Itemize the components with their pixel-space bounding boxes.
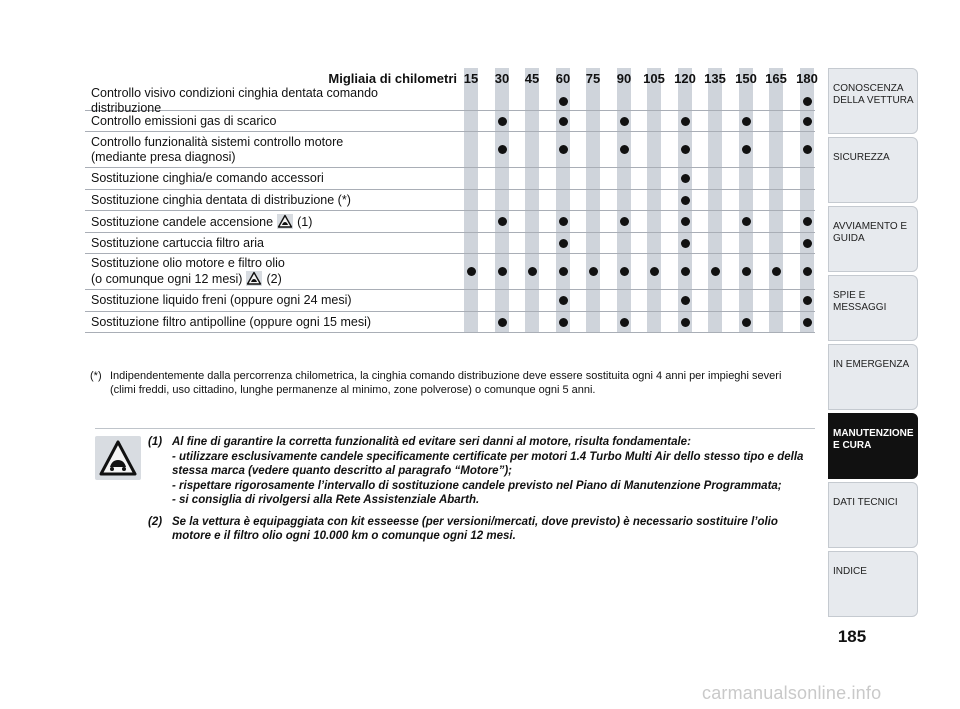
- scheduled-dot: [670, 111, 700, 131]
- header-km-45: 45: [524, 71, 540, 86]
- tab-in-emergenza[interactable]: [828, 344, 918, 410]
- dot-marker: [498, 318, 507, 327]
- dot-marker: [803, 296, 812, 305]
- scheduled-dot: [548, 290, 578, 311]
- header-km-90: 90: [616, 71, 632, 86]
- dot-marker: [559, 97, 568, 106]
- row-cells: [85, 233, 815, 253]
- tab-sicurezza[interactable]: [828, 137, 918, 203]
- table-row: [85, 86, 815, 115]
- tab-spie-e-messaggi[interactable]: [828, 275, 918, 341]
- header-km-105: 105: [643, 71, 665, 86]
- row-label-line: Sostituzione liquido freni (oppure ogni 24 mesi): [91, 293, 352, 307]
- scheduled-dot: [548, 312, 578, 332]
- dot-marker: [803, 267, 812, 276]
- dot-marker: [559, 318, 568, 327]
- dot-marker: [589, 267, 598, 276]
- dot-marker: [772, 267, 781, 276]
- dot-marker: [681, 117, 690, 126]
- header-km-60: 60: [555, 71, 571, 86]
- row-label-line: (o comunque ogni 12 mesi): [91, 272, 243, 286]
- scheduled-dot: [792, 92, 822, 110]
- scheduled-dot: [548, 92, 578, 110]
- row-label-line: Sostituzione filtro antipolline (oppure ogni 15 mesi): [91, 314, 372, 329]
- header-label: Migliaia di chilometri: [328, 71, 457, 86]
- scheduled-dot: [731, 132, 761, 167]
- dot-marker: [681, 296, 690, 305]
- dot-marker: [620, 318, 629, 327]
- dot-marker: [467, 267, 476, 276]
- row-note-ref: (1): [297, 214, 313, 229]
- scheduled-dot: [639, 254, 669, 289]
- dot-marker: [559, 145, 568, 154]
- row-label-line: (mediante presa diagnosi): [91, 149, 236, 164]
- scheduled-dot: [487, 312, 517, 332]
- row-label-line: Controllo funzionalità sistemi controllo motore: [91, 134, 344, 149]
- footnote: [90, 369, 810, 397]
- scheduled-dot: [487, 111, 517, 131]
- scheduled-dot: [609, 254, 639, 289]
- scheduled-dot: [609, 132, 639, 167]
- scheduled-dot: [609, 111, 639, 131]
- scheduled-dot: [456, 254, 486, 289]
- scheduled-dot: [670, 211, 700, 232]
- tab-label: SICUREZZA: [833, 152, 890, 163]
- header-km-150: 150: [735, 71, 757, 86]
- dot-marker: [498, 145, 507, 154]
- header-km-165: 165: [765, 71, 787, 86]
- dot-marker: [620, 267, 629, 276]
- row-label-line: Sostituzione cinghia/e comando accessori: [91, 171, 324, 185]
- scheduled-dot: [792, 233, 822, 253]
- row-cells: [85, 92, 815, 110]
- row-label-line: Sostituzione olio motore e filtro olio: [91, 256, 285, 270]
- dot-marker: [681, 196, 690, 205]
- dot-marker: [620, 117, 629, 126]
- dot-marker: [681, 217, 690, 226]
- scheduled-dot: [517, 254, 547, 289]
- scheduled-dot: [487, 132, 517, 167]
- dot-marker: [620, 145, 629, 154]
- tab-label: MANUTENZIONE E CURA: [833, 428, 914, 451]
- scheduled-dot: [548, 233, 578, 253]
- header-km-120: 120: [674, 71, 696, 86]
- note-line: - utilizzare esclusivamente candele specificamente certificate per motori 1.4 Turbo Multi Air dello stesso tipo e della stessa marca (vedere quanto descritto al paragrafo “Motore”);: [172, 450, 804, 477]
- scheduled-dot: [700, 254, 730, 289]
- dot-marker: [803, 318, 812, 327]
- row-label-line: Sostituzione cartuccia filtro aria: [91, 235, 264, 250]
- section-divider: [95, 428, 815, 429]
- scheduled-dot: [670, 168, 700, 189]
- header-km-135: 135: [704, 71, 726, 86]
- scheduled-dot: [548, 111, 578, 131]
- dot-marker: [681, 267, 690, 276]
- tab-label: DATI TECNICI: [833, 497, 898, 508]
- dot-marker: [803, 239, 812, 248]
- table-row: [85, 111, 815, 132]
- scheduled-dot: [792, 111, 822, 131]
- scheduled-dot: [487, 211, 517, 232]
- row-cells: [85, 312, 815, 332]
- dot-marker: [559, 217, 568, 226]
- dot-marker: [498, 267, 507, 276]
- dot-marker: [559, 296, 568, 305]
- scheduled-dot: [487, 254, 517, 289]
- scheduled-dot: [731, 111, 761, 131]
- scheduled-dot: [670, 233, 700, 253]
- dot-marker: [803, 145, 812, 154]
- row-label-line: Sostituzione candele accensione: [91, 214, 274, 229]
- dot-marker: [681, 174, 690, 183]
- scheduled-dot: [792, 211, 822, 232]
- tab-manutenzione-e-cura[interactable]: [828, 413, 918, 479]
- tab-label: IN EMERGENZA: [833, 359, 910, 370]
- note-line: - si consiglia di rivolgersi alla Rete Assistenziale Abarth.: [172, 494, 480, 506]
- row-cells: [85, 111, 815, 131]
- dot-marker: [681, 145, 690, 154]
- tab-label: AVVIAMENTO E GUIDA: [833, 221, 908, 244]
- notes-list: [148, 435, 813, 551]
- tab-dati-tecnici[interactable]: [828, 482, 918, 548]
- row-label-line: Controllo visivo condizioni cinghia dentata comando: [91, 86, 378, 100]
- watermark: carmanualsonline.info: [702, 683, 882, 703]
- scheduled-dot: [670, 190, 700, 210]
- scheduled-dot: [548, 132, 578, 167]
- scheduled-dot: [792, 290, 822, 311]
- tab-label: INDICE: [833, 566, 867, 577]
- dot-marker: [742, 217, 751, 226]
- header-km-180: 180: [796, 71, 818, 86]
- scheduled-dot: [609, 211, 639, 232]
- scheduled-dot: [609, 312, 639, 332]
- warning-panel: [95, 436, 141, 480]
- scheduled-dot: [792, 132, 822, 167]
- dot-marker: [803, 97, 812, 106]
- row-label-line: distribuzione: [91, 101, 162, 115]
- note-item: [148, 515, 813, 544]
- scheduled-dot: [548, 254, 578, 289]
- dot-marker: [528, 267, 537, 276]
- dot-marker: [742, 267, 751, 276]
- row-label-line: Sostituzione cinghia dentata di distribuzione (*): [91, 192, 351, 207]
- footnote-mark: (*): [90, 370, 102, 382]
- row-cells: [85, 168, 815, 189]
- tab-label: CONOSCENZA DELLA VETTURA: [833, 83, 914, 106]
- dot-marker: [742, 117, 751, 126]
- scheduled-dot: [578, 254, 608, 289]
- note-line: Se la vettura è equipaggiata con kit esseesse (per versioni/mercati, dove previsto) è necessario sostituire l’olio motore e il filtro olio ogni 10.000 km o comunque ogni 12 mesi.: [172, 515, 778, 542]
- scheduled-dot: [670, 254, 700, 289]
- note-number: (1): [148, 436, 163, 448]
- header-km-75: 75: [585, 71, 601, 86]
- scheduled-dot: [670, 132, 700, 167]
- note-number: (2): [148, 515, 163, 528]
- dot-marker: [742, 318, 751, 327]
- dot-marker: [498, 217, 507, 226]
- tab-indice[interactable]: [828, 551, 918, 617]
- row-cells: [85, 132, 815, 167]
- header-km-30: 30: [494, 71, 510, 86]
- row-cells: [85, 190, 815, 210]
- row-label-line: Controllo emissioni gas di scarico: [91, 113, 277, 128]
- tab-conoscenza-della-vettura[interactable]: [828, 68, 918, 134]
- tab-label: SPIE E MESSAGGI: [833, 290, 887, 313]
- dot-marker: [803, 217, 812, 226]
- note-line: Al fine di garantire la corretta funzionalità ed evitare seri danni al motore, risulta fondamentale:: [172, 436, 691, 448]
- table-row: [85, 312, 815, 333]
- note-item: [148, 435, 813, 508]
- dot-marker: [681, 239, 690, 248]
- table-row: [85, 233, 815, 254]
- dot-marker: [681, 318, 690, 327]
- scheduled-dot: [731, 211, 761, 232]
- table-row: [85, 168, 815, 190]
- dot-marker: [559, 267, 568, 276]
- tab-avviamento-e-guida[interactable]: [828, 206, 918, 272]
- page-number: 185: [837, 627, 867, 646]
- scheduled-dot: [670, 312, 700, 332]
- dot-marker: [711, 267, 720, 276]
- row-cells: [85, 211, 815, 232]
- row-note-ref: (2): [266, 272, 282, 286]
- dot-marker: [650, 267, 659, 276]
- table-row: [85, 190, 815, 211]
- header-km-15: 15: [463, 71, 479, 86]
- note-line: - rispettare rigorosamente l’intervallo di sostituzione candele previsto nel Piano di Manutenzione Programmata;: [172, 479, 782, 492]
- footnote-text: Indipendentemente dalla percorrenza chilometrica, la cinghia comando distribuzione deve essere sostituita ogni 4 anni per impieghi severi (climi freddi, uso cittadino, lunghe permanenze al minimo, zone polverose) o comunque ogni 5 anni.: [110, 370, 782, 396]
- scheduled-dot: [792, 312, 822, 332]
- row-cells: [85, 290, 815, 311]
- table-row: [85, 290, 815, 312]
- dot-marker: [559, 239, 568, 248]
- table-row: [85, 254, 815, 290]
- dot-marker: [498, 117, 507, 126]
- scheduled-dot: [548, 211, 578, 232]
- scheduled-dot: [761, 254, 791, 289]
- scheduled-dot: [731, 312, 761, 332]
- scheduled-dot: [731, 254, 761, 289]
- dot-marker: [803, 117, 812, 126]
- car-warning-triangle-icon: [95, 436, 141, 480]
- table-row: [85, 211, 815, 233]
- dot-marker: [559, 117, 568, 126]
- dot-marker: [742, 145, 751, 154]
- scheduled-dot: [670, 290, 700, 311]
- row-cells: [85, 254, 815, 289]
- scheduled-dot: [792, 254, 822, 289]
- dot-marker: [620, 217, 629, 226]
- table-row: [85, 132, 815, 168]
